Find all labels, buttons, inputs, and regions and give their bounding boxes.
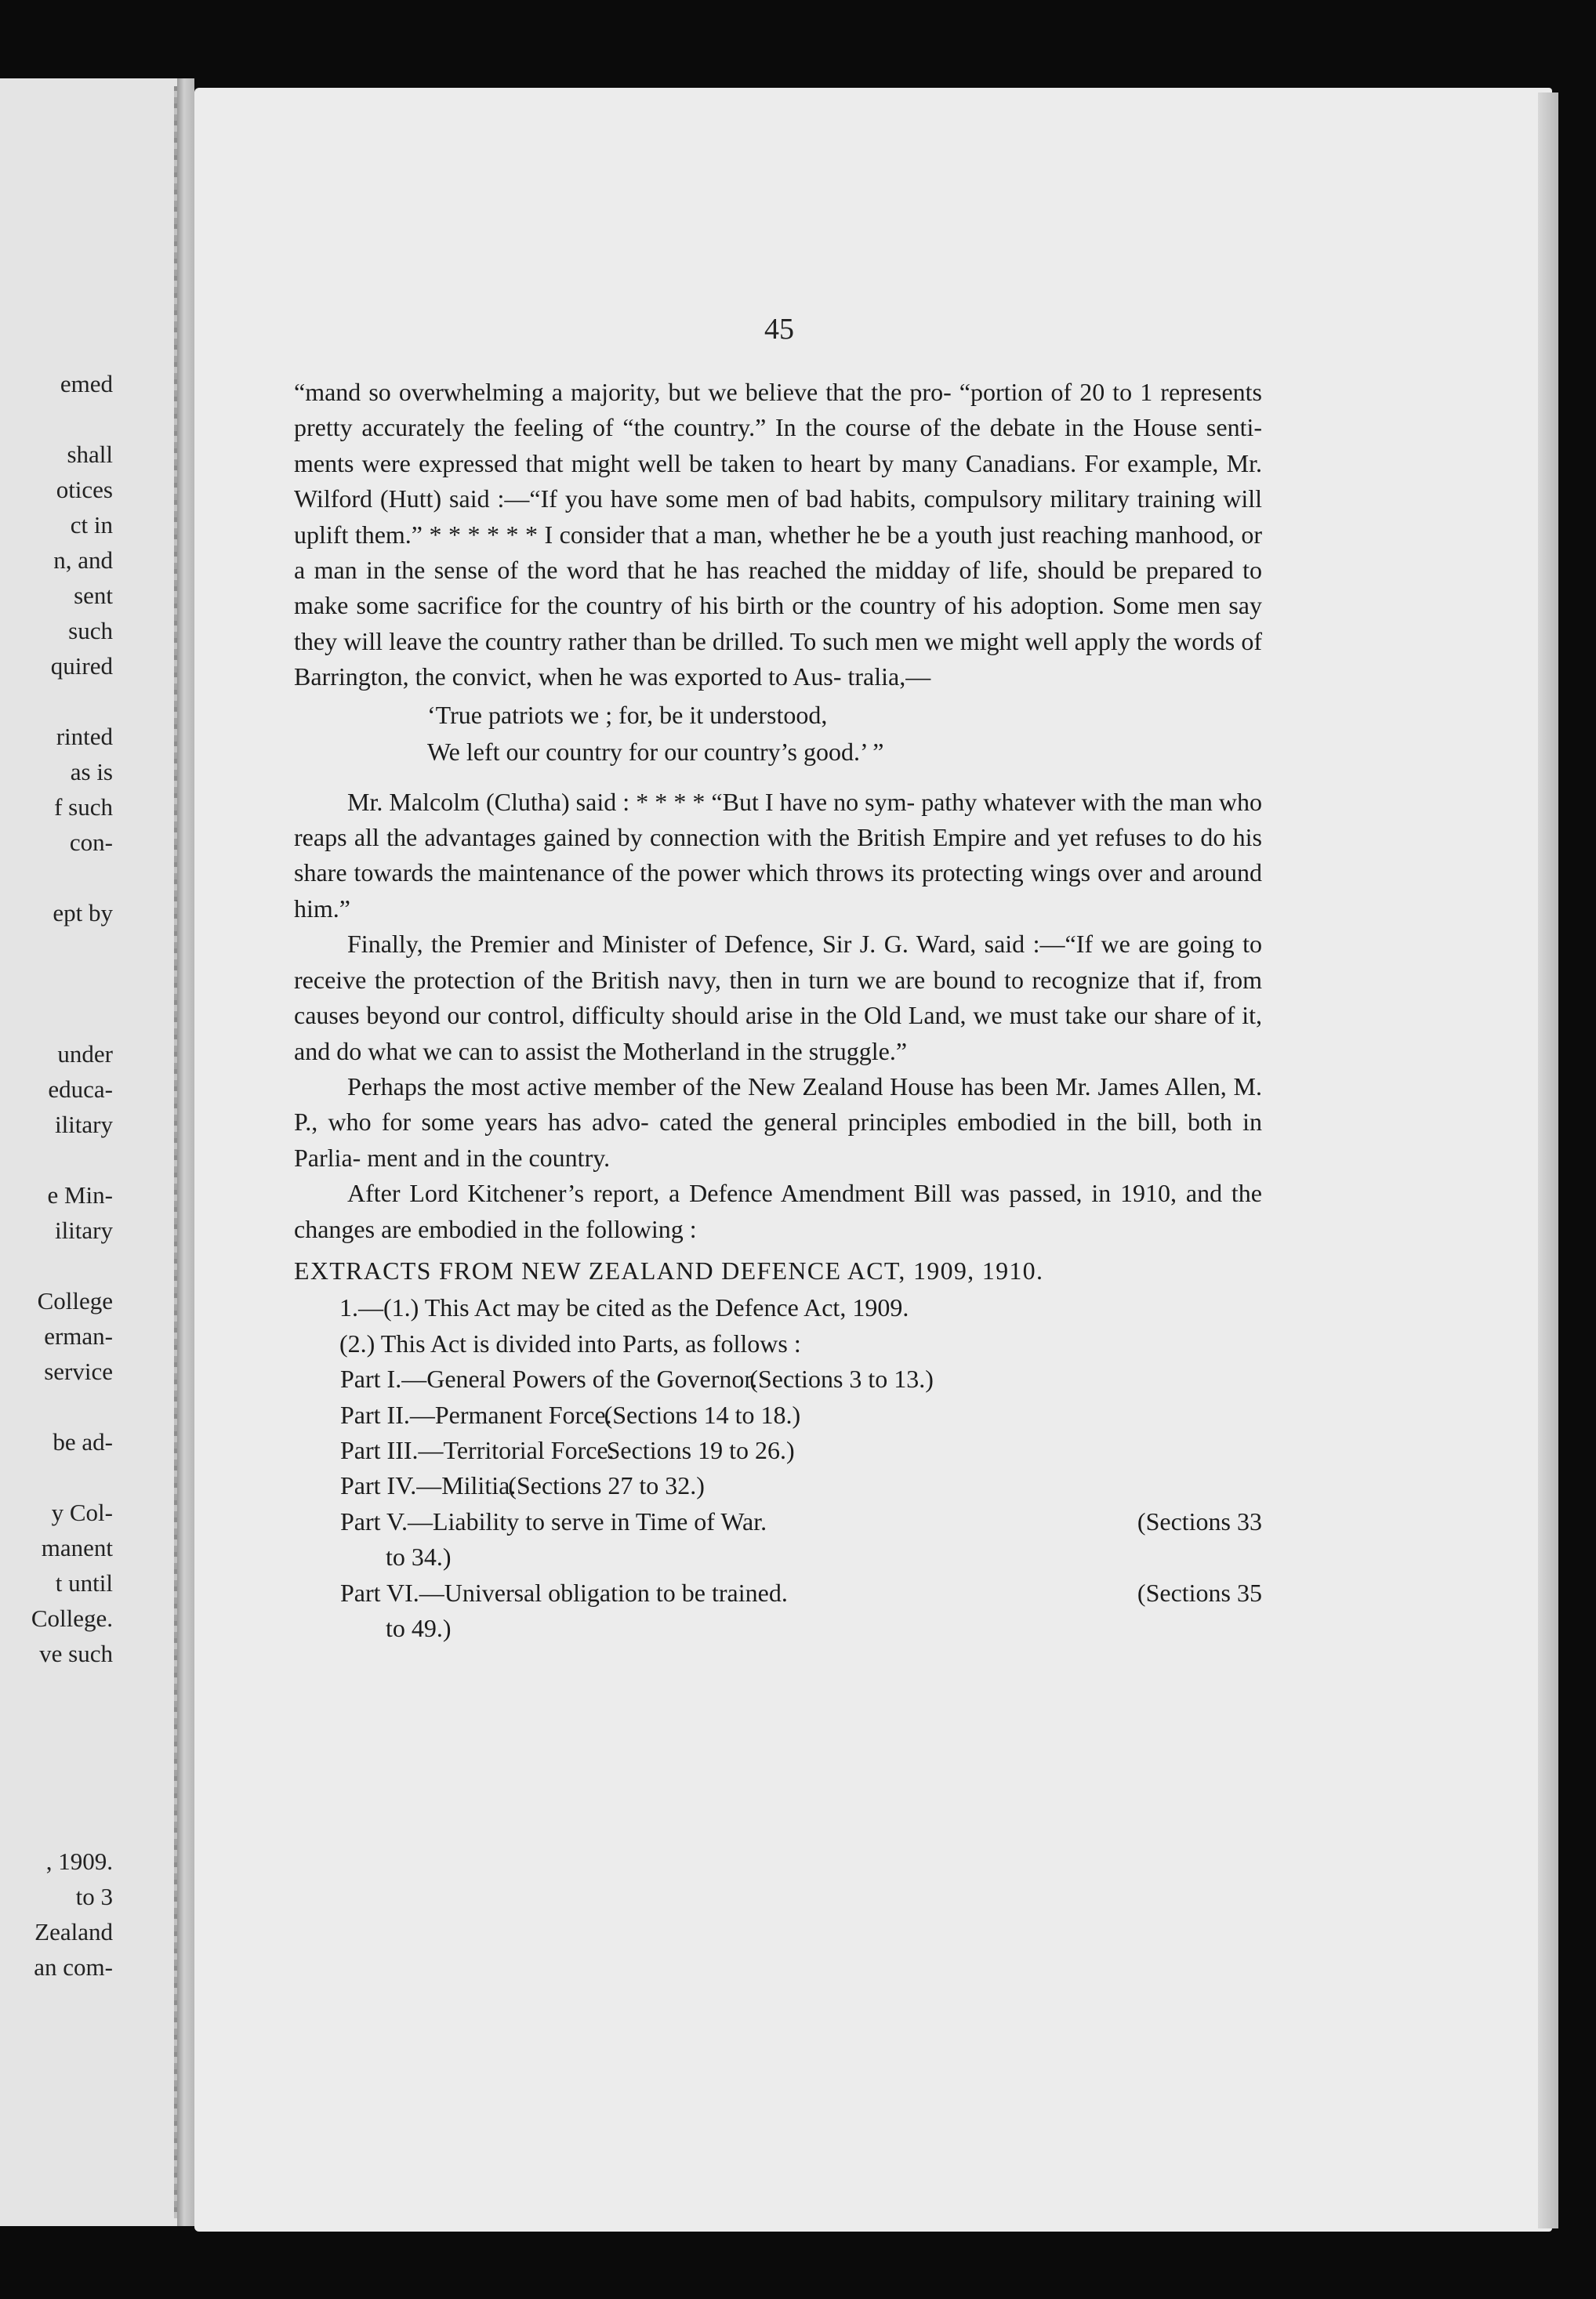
left-page-fragment — [0, 78, 177, 2226]
left-page-text-fragment: e Min- — [47, 1181, 113, 1209]
left-page-text-fragment: ct in — [70, 511, 113, 538]
part-title: Part VI.—Universal obligation to be trained. — [340, 1578, 788, 1607]
part-sections-continuation: to 34.) — [386, 1543, 452, 1572]
left-page-text-fragment: t until — [55, 1569, 113, 1597]
left-page-text-fragment: sent — [74, 582, 113, 609]
left-page-text-fragment: con- — [69, 829, 113, 856]
page-body — [294, 375, 1262, 1646]
part-title: Part V.—Liability to serve in Time of War. — [340, 1507, 767, 1536]
part-entry — [294, 1576, 1262, 1647]
part-title: Part I.—General Powers of the Governor. — [340, 1365, 758, 1394]
page-edge — [1538, 92, 1558, 2228]
part-entry — [294, 1468, 1262, 1503]
part-sections: (Sections 27 to 32.) — [508, 1471, 705, 1500]
left-page-text-fragment: n, and — [53, 546, 113, 574]
left-page-text-fragment: rinted — [56, 723, 113, 750]
left-page-text-fragment: ve such — [39, 1640, 113, 1667]
act-item: 1.—(1.) This Act may be cited as the Defence Act, 1909. — [339, 1293, 909, 1322]
paragraph-ward: Finally, the Premier and Minister of Defence, Sir J. G. Ward, said :—“If we are going to receive the protection of the British navy, then in turn we are bound to recognize that if, from causes beyond our control, difficulty should arise in the Old Land, we must take our share of it, and do what we can to assist the Motherland in the struggle.” — [294, 930, 1262, 1065]
left-page-text-fragment: service — [44, 1358, 113, 1385]
left-page-text-fragment: to 3 — [75, 1883, 113, 1910]
left-page-text-fragment: emed — [60, 370, 113, 397]
left-page-text-fragment: ilitary — [54, 1217, 113, 1244]
part-title: Part II.—Permanent Force. — [340, 1400, 612, 1429]
left-page-text-fragment: be ad- — [53, 1428, 113, 1456]
part-sections: (Sections 14 to 18.) — [604, 1400, 801, 1429]
left-page-text-fragment: such — [68, 617, 113, 644]
verse-line: We left our country for our country’s good.’ ” — [427, 737, 884, 766]
left-page-text-fragment: ilitary — [54, 1111, 113, 1138]
page-number: 45 — [764, 313, 794, 346]
left-page-text-fragment: quired — [50, 652, 113, 680]
left-page-text-fragment: manent — [41, 1534, 113, 1561]
left-page-text-fragment: y Col- — [51, 1499, 113, 1526]
left-page-text-fragment: College. — [31, 1605, 113, 1632]
left-page-text-fragment: under — [57, 1040, 113, 1068]
part-title: Part IV.—Militia. — [340, 1471, 517, 1500]
part-sections: Sections 19 to 26.) — [606, 1435, 795, 1464]
left-page-text-fragment: an com- — [34, 1953, 113, 1981]
part-entry — [294, 1362, 1262, 1397]
parts-list — [294, 1362, 1262, 1646]
paragraph-amendment: After Lord Kitchener’s report, a Defence Amendment Bill was passed, in 1910, and the changes are embodied in the following : — [294, 1179, 1262, 1243]
paragraph-wilford: “mand so overwhelming a majority, but we believe that the pro- “portion of 20 to 1 represents pretty accurately the feeling of “the country.” In the course of the debate in the House senti- ments were expressed that might well be taken to heart by many Canadians. For example, Mr. Wilford (Hutt) said :—“If you have some men of bad habits, compulsory military training will uplift them.” * * * * * * I consider that a man, whether he be a youth just reaching manhood, or a man in the sense of the word that he has reached the midday of life, should be prepared to make some sacrifice for the country of his birth or the country of his adoption. Some men say they will leave the country rather than be drilled. To such men we might well apply the words of Barrington, the convict, when he was exported to Aus- tralia,— — [294, 378, 1262, 691]
act-item: (2.) This Act is divided into Parts, as follows : — [339, 1329, 801, 1358]
part-entry — [294, 1433, 1262, 1468]
left-page-text-fragment: otices — [56, 476, 113, 503]
part-sections: (Sections 35 — [1137, 1578, 1262, 1607]
left-page-text-fragment: erman- — [44, 1322, 113, 1350]
paragraph-allen: Perhaps the most active member of the New Zealand House has been Mr. James Allen, M. P., who for some years has advo- cated the general principles embodied in the bill, both in Parlia- ment and in the country. — [294, 1072, 1262, 1172]
section-heading: EXTRACTS FROM NEW ZEALAND DEFENCE ACT, 1909, 1910. — [294, 1256, 1044, 1285]
left-page-text-fragment: educa- — [48, 1075, 113, 1103]
part-sections-continuation: to 49.) — [386, 1614, 452, 1642]
part-sections: (Sections 33 — [1137, 1507, 1262, 1536]
quoted-verse — [427, 697, 1262, 771]
left-page-text-fragment: shall — [67, 441, 113, 468]
left-page-text-fragment: f such — [54, 793, 113, 821]
left-page-text-fragment: , 1909. — [45, 1848, 113, 1875]
left-page-text-fragment: Zealand — [34, 1918, 113, 1945]
left-page-text-fragment: College — [37, 1287, 113, 1314]
verse-line: ‘True patriots we ; for, be it understood, — [427, 700, 828, 729]
part-title: Part III.—Territorial Force. — [340, 1435, 615, 1464]
paragraph-malcolm: Mr. Malcolm (Clutha) said : * * * * “But I have no sym- pathy whatever with the man who reaps all the advantages gained by connection with the British Empire and yet refuses to do his share towards the maintenance of the power which throws its protecting wings over and around him.” — [294, 787, 1262, 923]
part-entry — [294, 1398, 1262, 1433]
book-gutter — [177, 78, 194, 2226]
part-sections: (Sections 3 to 13.) — [749, 1365, 934, 1394]
left-page-text-fragment: as is — [70, 758, 113, 785]
part-entry — [294, 1504, 1262, 1576]
left-page-text-fragment: ept by — [53, 899, 113, 926]
